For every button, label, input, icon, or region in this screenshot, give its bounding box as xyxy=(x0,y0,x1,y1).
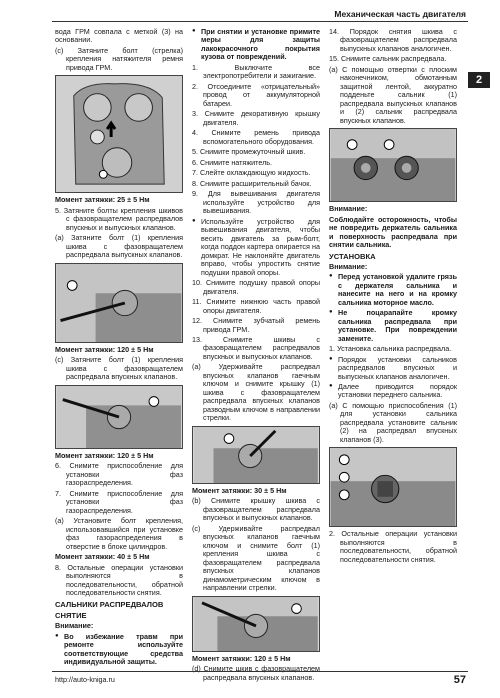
step: 10. Снимите подушку правой опоры двигателя. xyxy=(192,278,320,296)
figure-camshaft-seals xyxy=(329,128,457,202)
figure-seal-installer xyxy=(329,447,457,527)
subsection-heading: СНЯТИЕ xyxy=(55,611,87,621)
step: 5. Снимите промежуточный шкив. xyxy=(192,147,306,157)
step: 15. Снимите сальник распредвала. xyxy=(329,54,447,64)
step: 1. Установка сальника распредвала. xyxy=(329,344,452,354)
column-2 xyxy=(192,28,320,684)
torque-spec: Момент затяжки: 120 ± 5 Нм xyxy=(192,653,291,663)
step: 1. Выключите все электропотребители и зажигание. xyxy=(192,62,320,81)
step: (a) Удерживайте распредвал впускных клапанов гаечным ключом и снимите крышку (1) шкива с фазовращателем распредвала впускных клапанов разводным ключом в направлении стрелки. xyxy=(192,362,320,423)
step: 12. Снимите зубчатый ремень привода ГРМ. xyxy=(192,316,320,334)
warning-bullet: ● Во избежание травм при ремонте используйте соответствующие средства индивидуальной защиты. xyxy=(55,633,183,667)
step: (a) С помощью отвертки с плоским наконечником, обмотанным защитной лентой, аккуратно подденьте сальник (1) распредвала выпускных клапанов и (2) сальник распредвала впускных клапанов. xyxy=(329,64,457,125)
paragraph: (a) Затяните болт (1) крепления шкива с фазовращателем распредвала выпускных клапанов. xyxy=(55,233,183,260)
step: 13. Снимите шкивы с фазовращателем распредвалов впускных и выпускных клапанов. xyxy=(192,334,320,361)
step: (c) Удерживайте распредвал впускных клапанов гаечным ключом и снимите болт (1) крепления шкива с фазовращателем распредвала впускных клапанов динамометрическим ключом в направлении стрелки. xyxy=(192,523,320,593)
paragraph: вода ГРМ совпала с меткой (3) на основании. xyxy=(55,27,183,45)
figure-camshaft-exhaust xyxy=(55,263,183,343)
paragraph: 8. Остальные операции установки выполняются в последовательности, обратной последовательности снятия. xyxy=(55,562,183,598)
attention-label: Внимание: xyxy=(329,261,368,271)
warning-bullet: ● Перед установкой удалите грязь с держателя сальника и нанесите на него и на кромку сальника моторное масло. xyxy=(329,273,457,307)
page-number: 57 xyxy=(453,674,466,687)
step: 7. Слейте охлаждающую жидкость. xyxy=(192,168,311,178)
page-header xyxy=(52,8,468,22)
paragraph: 7. Снимите приспособление для установки фаз газораспределения. xyxy=(55,488,183,515)
warning-bullet: ● При снятии и установке примите меры для защиты лакокрасочного покрытия кузова от повреждений. xyxy=(192,28,320,62)
figure-pulley-bolt xyxy=(192,596,320,652)
chapter-tab: 2 xyxy=(468,72,490,88)
paragraph: (c) Затяните болт (стрелка) крепления натяжителя ремня привода ГРМ. xyxy=(55,45,183,72)
step: (b) Снимите крышку шкива с фазовращателем распредвала впускных и выпускных клапанов. xyxy=(192,496,320,523)
paragraph: 6. Снимите приспособление для установки фаз газораспределения. xyxy=(55,461,183,488)
attention-label: Внимание: xyxy=(55,621,94,631)
step: (d) Снимите шкив с фазовращателем распредвала впускных клапанов. xyxy=(192,664,320,682)
column-1 xyxy=(55,28,183,669)
section-heading: УСТАНОВКА xyxy=(329,251,376,261)
note-bullet: ● Далее приводится порядок установки переднего сальника. xyxy=(329,383,457,400)
step: 3. Снимите декоративную крышку двигателя. xyxy=(192,109,320,127)
paragraph: 5. Затяните болты крепления шкивов с фазовращателем распредвалов впускных и выпускных клапанов. xyxy=(55,205,183,232)
torque-spec: Момент затяжки: 25 ± 5 Нм xyxy=(55,195,150,205)
torque-spec: Момент затяжки: 120 ± 5 Нм xyxy=(55,450,154,460)
step: 4. Снимите ремень привода вспомогательного оборудования. xyxy=(192,128,320,146)
step: 8. Снимите расширительный бачок. xyxy=(192,178,312,188)
footer-url-link[interactable]: http://auto-kniga.ru xyxy=(55,674,115,684)
step: 14. Порядок снятия шкива с фазовращателем распредвала выпускных клапанов аналогичен. xyxy=(329,27,457,53)
figure-pulley-cap xyxy=(192,426,320,484)
step: 11. Снимите нижнюю часть правой опоры двигателя. xyxy=(192,297,320,315)
attention-label: Внимание: xyxy=(329,204,368,214)
column-3 xyxy=(329,28,457,566)
note-bullet: ● Порядок установки сальников распредвалов впускных и выпускных клапанов аналогичен. xyxy=(329,356,457,381)
footer-divider xyxy=(52,671,468,672)
paragraph: (a) Установите болт крепления, использовавшийся при установке фаз газораспределения в отверстие в блоке цилиндров. xyxy=(55,516,183,551)
section-heading: САЛЬНИКИ РАСПРЕДВАЛОВ xyxy=(55,599,164,609)
step: 9. Для вывешивания двигателя используйте устройство для вывешивания. xyxy=(192,189,320,216)
figure-camshaft-intake xyxy=(55,385,183,449)
note-bullet: ● Используйте устройство для вывешивания двигателя, чтобы весить двигатель за рым-болт, когда поддон картера опирается на домкрат. Не наклоняйте двигатель вправо, чтобы упростить снятие подушки правой опоры. xyxy=(192,218,320,277)
step: 6. Снимите натяжитель. xyxy=(192,157,273,167)
torque-spec: Момент затяжки: 30 ± 5 Нм xyxy=(192,485,287,495)
torque-spec: Момент затяжки: 120 ± 5 Нм xyxy=(55,344,154,354)
torque-spec: Момент затяжки: 40 ± 5 Нм xyxy=(55,552,150,562)
step: (a) С помощью приспособления (1) для установки сальника распредвала установите сальник (2) на распредвал впускных клапанов (3). xyxy=(329,400,457,444)
header-title: Механическая часть двигателя xyxy=(334,9,466,19)
step: 2. Отсоедините «отрицательный» провод от аккумуляторной батареи. xyxy=(192,81,320,108)
paragraph: (c) Затяните болт (1) крепления шкива с фазовращателем распредвала впускных клапанов. xyxy=(55,355,183,382)
step: 2. Остальные операции установки выполняются в последовательности, обратной последовательности снятия. xyxy=(329,529,457,564)
warning-bullet: ● Не поцарапайте кромку сальника распредвала при установке. При повреждении замените. xyxy=(329,309,457,343)
figure-engine-front xyxy=(55,75,183,193)
warning-text: Соблюдайте осторожность, чтобы не повредить держатель сальника и поверхность распредвала при снятии сальника. xyxy=(329,214,457,250)
